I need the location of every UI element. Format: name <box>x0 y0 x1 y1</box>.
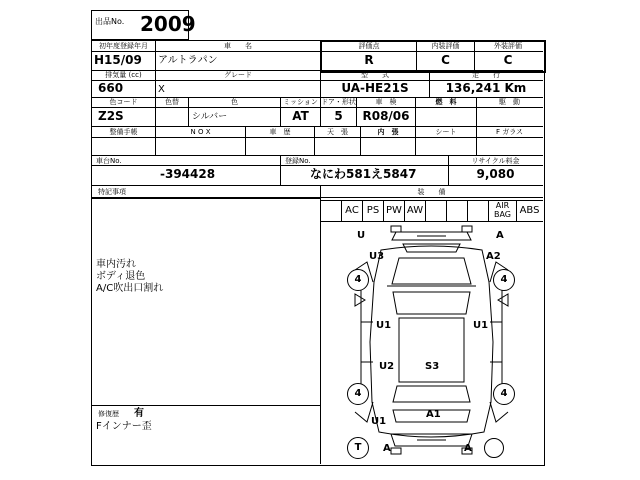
color-value: シルバー <box>192 112 228 122</box>
fuel-label: 燃 料 <box>435 98 457 106</box>
row-divider <box>91 185 543 186</box>
bottom-right-circle <box>484 438 504 458</box>
interior-trim-label: 内 張 <box>377 128 399 136</box>
model-value: UA-HE21S <box>341 81 409 95</box>
row-divider <box>91 155 543 156</box>
damage-mark: A <box>496 230 504 241</box>
car-name-value: アルトラパン <box>158 55 218 66</box>
inspection-value: R08/06 <box>362 109 410 123</box>
service-manual-label: 整備手帳 <box>109 128 138 136</box>
damage-mark: S3 <box>425 361 440 372</box>
car-name-label: 車 名 <box>224 42 252 50</box>
seat-label: シート <box>435 128 457 136</box>
score-value: R <box>364 53 374 67</box>
drive-label: 駆 動 <box>499 98 520 106</box>
history-label: 車 歴 <box>269 128 291 136</box>
damage-mark: U3 <box>369 251 385 262</box>
displacement-label: 排気量 (cc) <box>105 71 142 79</box>
damage-mark: A <box>383 443 391 454</box>
front-left-tire-mark: 4 <box>347 269 369 291</box>
equipment-airbag: AIR BAG <box>493 201 512 219</box>
lot-number: 2009 <box>140 12 196 36</box>
notes-header: 特記事項 <box>98 188 126 196</box>
damage-mark: U1 <box>473 320 489 331</box>
note-line: ボディ退色 <box>96 271 146 282</box>
recycle-value: 9,080 <box>476 167 515 181</box>
equipment-abs: ABS <box>519 205 540 216</box>
damage-mark: U1 <box>376 320 392 331</box>
roof-lining-label: 天 張 <box>327 128 348 136</box>
bottom-t-mark: T <box>347 437 369 459</box>
repair-history-label: 修復歴 <box>98 410 119 418</box>
damage-mark: U1 <box>371 416 387 427</box>
mileage-value: 136,241 Km <box>445 81 527 95</box>
mileage-label: 走 行 <box>472 71 500 79</box>
doors-value: 5 <box>334 109 343 123</box>
equipment-cell <box>468 200 488 221</box>
repair-divider <box>91 405 320 406</box>
notes-header-divider <box>91 198 320 199</box>
color-change-label: 色替 <box>165 98 179 106</box>
year-label: 初年度登録年月 <box>99 42 148 50</box>
interior-score-label: 内装評価 <box>431 42 460 50</box>
damage-mark: U <box>357 230 366 241</box>
equipment-ps: PS <box>366 205 380 216</box>
exterior-score-label: 外装評価 <box>494 42 522 50</box>
model-label: 型 式 <box>361 71 389 79</box>
damage-mark: A2 <box>486 251 501 262</box>
damage-mark: U2 <box>379 361 395 372</box>
damage-mark: A1 <box>426 409 441 420</box>
color-code-label: 色コード <box>109 98 138 106</box>
equipment-cell <box>321 200 341 221</box>
grade-label: グレード <box>224 71 252 79</box>
lot-number-label: 出品No. <box>95 17 125 26</box>
equipment-header: 装 備 <box>417 188 446 196</box>
repair-history-value: 有 <box>134 408 144 419</box>
car-diagram <box>321 222 542 463</box>
mission-value: AT <box>292 109 309 123</box>
chassis-value: -394428 <box>160 167 216 181</box>
equipment-cell <box>426 200 446 221</box>
exterior-score-value: C <box>503 53 513 67</box>
repair-note: Fインナー歪 <box>96 421 152 432</box>
damage-mark: A <box>464 443 472 454</box>
front-right-tire-mark: 4 <box>493 269 515 291</box>
equipment-pw: PW <box>386 205 402 216</box>
inspection-label: 車 検 <box>375 98 397 106</box>
row-divider <box>91 51 543 52</box>
chassis-label: 車台No. <box>96 157 122 165</box>
doors-label: ドア・形状 <box>321 98 356 106</box>
recycle-label: リサイクル料金 <box>471 157 520 165</box>
mission-label: ミッション <box>283 98 318 106</box>
equipment-aw: AW <box>406 205 424 216</box>
glass-label: F ガラス <box>495 128 524 136</box>
color-label: 色 <box>231 98 238 106</box>
grade-value: X <box>158 84 165 95</box>
registration-value: なにわ581え5847 <box>310 167 417 181</box>
nox-label: N O X <box>190 128 211 136</box>
score-label: 評価点 <box>358 42 380 50</box>
note-line: A/C吹出口割れ <box>96 283 164 294</box>
color-code-value: Z2S <box>98 109 124 123</box>
col-divider <box>280 155 281 185</box>
note-line: 車内汚れ <box>96 259 136 270</box>
registration-label: 登録No. <box>285 157 311 165</box>
interior-score-value: C <box>441 53 450 67</box>
equipment-cell <box>447 200 467 221</box>
rear-right-tire-mark: 4 <box>493 383 515 405</box>
year-value: H15/09 <box>94 53 142 67</box>
equipment-ac: AC <box>345 205 359 216</box>
displacement-value: 660 <box>98 81 124 95</box>
rear-left-tire-mark: 4 <box>347 383 369 405</box>
